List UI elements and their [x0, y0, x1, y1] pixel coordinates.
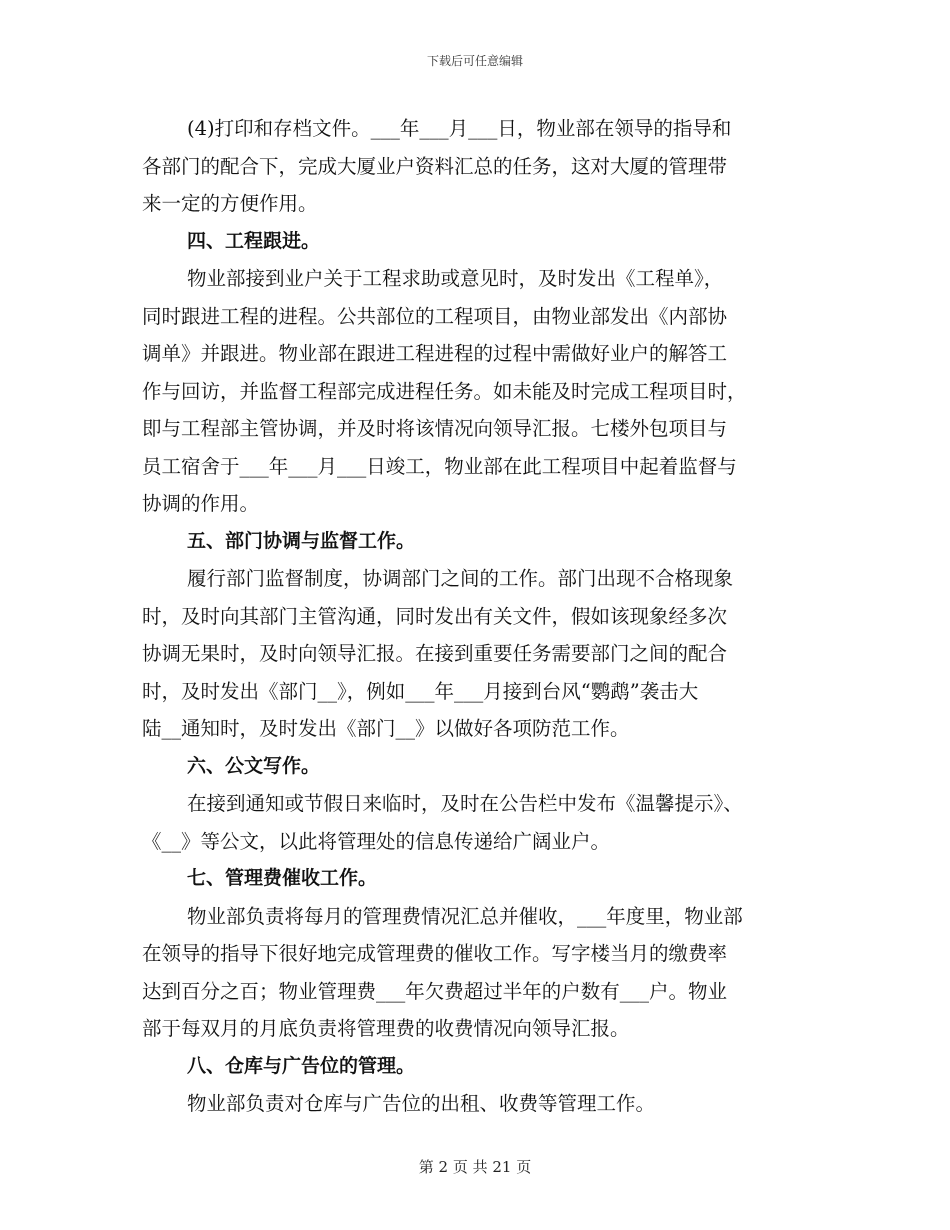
body-text-line: 协调无果时，及时向领导汇报。在接到重要任务需要部门之间的配合 [142, 642, 728, 665]
page-footer: 第 2 页 共 21 页 [418, 1158, 532, 1176]
section-heading: 四、工程跟进。 [187, 229, 321, 252]
body-text-line: 调单》并跟进。物业部在跟进工程进程的过程中需做好业户的解答工 [142, 342, 728, 365]
body-text-line: 在接到通知或节假日来临时，及时在公告栏中发布《温馨提示》、 [187, 792, 743, 815]
body-text-line: 即与工程部主管协调，并及时将该情况向领导汇报。七楼外包项目与 [142, 417, 728, 440]
body-text-line: 各部门的配合下，完成大厦业户资料汇总的任务，这对大厦的管理带 [142, 154, 728, 178]
section-heading: 七、管理费催收工作。 [187, 867, 378, 889]
body-text-line: 物业部接到业户关于工程求助或意见时，及时发出《工程单》， [187, 267, 724, 290]
body-text-line: 达到百分之百；物业管理费___年欠费超过半年的户数有___户。物业 [142, 979, 728, 1003]
body-text-line: 员工宿舍于___年___月___日竣工，物业部在此工程项目中起着监督与 [142, 454, 737, 478]
body-text-line: 陆__通知时，及时发出《部门__》以做好各项防范工作。 [142, 717, 630, 740]
document-body [142, 110, 810, 1123]
body-text-line: 在领导的指导下很好地完成管理费的催收工作。写字楼当月的缴费率 [142, 942, 728, 965]
body-text-line: 履行部门监督制度，协调部门之间的工作。部门出现不合格现象 [187, 567, 734, 590]
body-text-line: 作与回访，并监督工程部完成进程任务。如未能及时完成工程项目时， [142, 379, 747, 403]
body-text-line: 物业部负责将每月的管理费情况汇总并催收，___年度里，物业部 [187, 904, 743, 928]
body-text-line: 来一定的方便作用。 [142, 192, 318, 215]
section-heading: 五、部门协调与监督工作。 [187, 529, 416, 552]
body-text-line: 同时跟进工程的进程。公共部位的工程项目，由物业部发出《内部协 [142, 304, 728, 328]
page-header: 下载后可任意编辑 [426, 54, 523, 68]
body-text-line: 时，及时向其部门主管沟通，同时发出有关文件，假如该现象经多次 [142, 604, 728, 628]
section-heading: 八、仓库与广告位的管理。 [187, 1054, 416, 1077]
body-text-line: 《__》等公文，以此将管理处的信息传递给广阔业户。 [142, 829, 611, 853]
body-text-line: 时，及时发出《部门__》，例如___年___月接到台风“鹦鹉”袭击大 [142, 679, 699, 703]
body-text-line: 协调的作用。 [142, 492, 260, 515]
body-text-line: (4)打印和存档文件。___年___月___日，物业部在领导的指导和 [187, 117, 732, 140]
section-heading: 六、公文写作。 [187, 754, 321, 777]
body-text-line: 物业部负责对仓库与广告位的出租、收费等管理工作。 [187, 1092, 656, 1115]
body-text-line: 部于每双月的月底负责将管理费的收费情况向领导汇报。 [142, 1017, 630, 1040]
